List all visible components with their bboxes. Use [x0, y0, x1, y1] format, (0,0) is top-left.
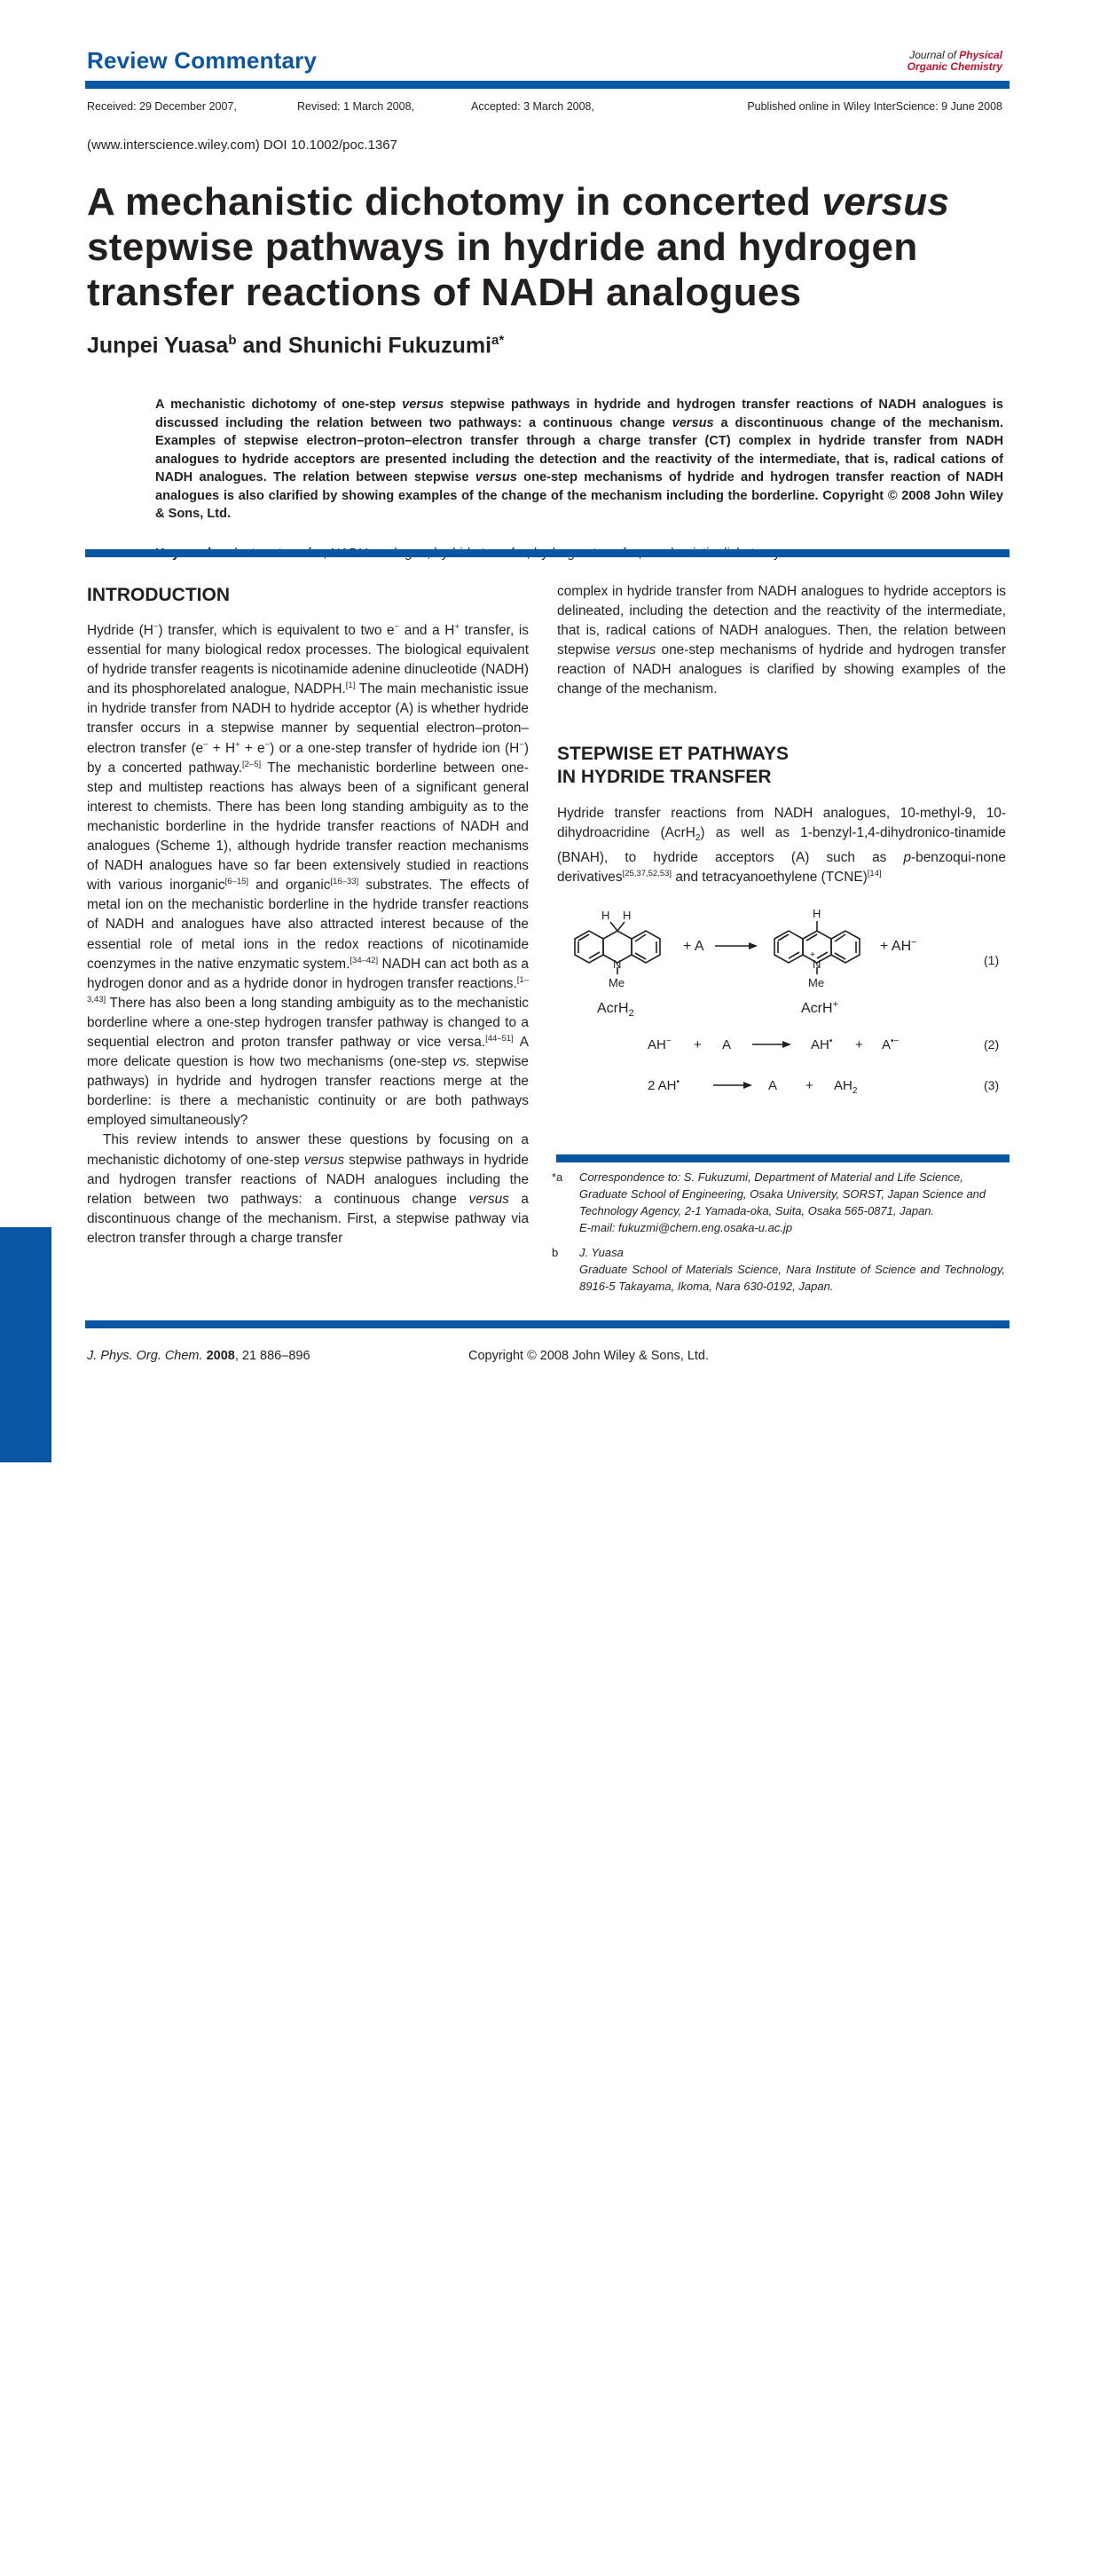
- abstract: [155, 396, 1003, 524]
- reaction-arrow-3: [713, 1082, 752, 1089]
- abstract-italic: versus: [475, 470, 517, 484]
- intro-paragraph-2: This review intends to answer these questions by focusing on a mechanistic dichotomy of one-step versus stepwise pathways in hydride and hydrogen transfer reactions of NADH analogues including the relation between two pathways: a continuous change versus a discontinuous change of the mechanism. First, a stepwise pathway via electron transfer through a charge transfer: [87, 1132, 529, 1246]
- eq3-reactant: 2 AH•: [648, 1077, 680, 1093]
- journal-logo: [908, 50, 1002, 73]
- equation-number: (2): [984, 1037, 1000, 1052]
- acrh-plus-label: AcrH+: [801, 999, 838, 1016]
- footer-year: 2008: [206, 1349, 235, 1363]
- intro-paragraph-3: complex in hydride transfer from NADH analogues to hydride acceptors is delineated, including the detection and the reactivity of the intermediate, that is, radical cations of NADH analogues. Then, the relation between stepwise versus one-step mechanisms of hydride and hydrogen transfer reaction of NADH analogues is clarified by showing examples of the change of the mechanism.: [557, 584, 1007, 697]
- abstract-italic: versus: [672, 415, 714, 430]
- footer-copyright: Copyright © 2008 John Wiley & Sons, Ltd.: [468, 1349, 710, 1363]
- section-label: Review Commentary: [87, 47, 318, 74]
- intro-heading: INTRODUCTION: [87, 585, 230, 605]
- equation-number: (1): [984, 953, 1000, 967]
- footer-rule: [85, 1320, 1010, 1328]
- author-affiliation-mark: a*: [491, 333, 505, 348]
- section2-column: [557, 804, 1006, 887]
- doi-line: (www.interscience.wiley.com) DOI 10.1002/poc.1367: [87, 138, 397, 153]
- hydrogen-label: H: [601, 909, 610, 922]
- intro-column: [87, 621, 529, 1249]
- section2-paragraph-1: Hydride transfer reactions from NADH analogues, 10-methyl-9, 10-dihydroacridine (AcrH$_2$) as well as 1-benzyl-1,4-dihydronico-tinamide (BNAH), to hydride acceptors (A) such as p-benzoqui-none derivatives[25,37,52,53] and tetracyanoethylene (TCNE)[14]: [557, 806, 1006, 886]
- eq3-plus: +: [805, 1078, 813, 1093]
- correspondence: [552, 1169, 1005, 1295]
- journal-logo-prefix: Journal of: [909, 49, 960, 61]
- eq2-plus: +: [694, 1037, 702, 1052]
- abstract-italic: versus: [402, 398, 444, 412]
- reaction-arrow-2: [752, 1041, 791, 1048]
- hydrogen-label: H: [623, 909, 632, 922]
- author-conjunction: and: [236, 333, 288, 358]
- plus-a: + A: [683, 939, 704, 954]
- title-line1: A mechanistic dichotomy in concerted: [87, 180, 822, 224]
- nitrogen-label: N: [613, 957, 622, 971]
- intro-paragraph-1: Hydride (H−) transfer, which is equivalent to two e− and a H+ transfer, is essential for many biological redox processes. The biological equivalent of hydride transfer reagents is nicotinamide adenine dinucleotide (NADH) and its phosphorelated analogue, NADPH.[1] The main mechanistic issue in hydride transfer from NADH to hydride acceptor (A) is whether hydride transfer occurs in a stepwise manner by sequential electron–proton–electron transfer (e− + H+ + e−) or a one-step transfer of hydride ion (H−) by a concerted pathway.[2–5] The mechanistic borderline between one-step and multistep reactions has always been of a significant general interest to chemists. There has been long standing ambiguity as to the mechanistic borderline in the hydride transfer reactions of NADH and analogues (Scheme 1), although hydride transfer reaction mechanisms of NADH analogues have so far been extensively studied in reactions with various inorganic[6–15] and organic[16–33] substrates. The effects of metal ion on the mechanistic borderline in the hydride transfer reactions of NADH and analogues have also attracted interest because of the essential role of metal ions in the redox reactions of nicotinamide coenzymes in the native enzymatic system.[34–42] NADH can act both as a hydrogen donor and as a hydride donor in hydrogen transfer reactions.[1–3,43] There has also been a long standing ambiguity as to the mechanistic borderline where a one-step hydrogen transfer pathway is changed to a sequential electron and proton transfer pathway or vice versa.[44–51] A more delicate question is how two mechanisms (one-step vs. stepwise pathways) in hydride and hydrogen transfer reactions merge at the borderline: is there a mechanistic continuity or are both pathways employed simultaneously?: [87, 621, 529, 1129]
- received-date: Received: 29 December 2007,: [87, 100, 237, 113]
- accepted-date: Accepted: 3 March 2008,: [471, 100, 594, 113]
- title-line3: transfer reactions of NADH analogues: [87, 271, 802, 314]
- author-name: Junpei Yuasa: [87, 333, 229, 358]
- footer-volume-pages: , 21 886–896: [234, 1349, 310, 1363]
- page-number-tab: [0, 1227, 51, 2576]
- affiliation-name: J. Yuasa: [579, 1246, 624, 1259]
- author-name: Shunichi Fukuzumi: [287, 333, 492, 358]
- author-list: [87, 333, 504, 358]
- published-date: Published online in Wiley InterScience: 9 June 2008: [747, 100, 1002, 113]
- eq2-product: A•−: [882, 1036, 900, 1052]
- eq3-product: $AH_2$: [834, 1078, 858, 1096]
- equation-number: (3): [984, 1078, 1000, 1092]
- affiliation-mark: b: [552, 1246, 559, 1259]
- journal-logo-line2: Organic Chemistry: [907, 60, 1002, 73]
- revised-date: Revised: 1 March 2008,: [297, 100, 415, 113]
- eq2-reactant: AH−: [648, 1036, 672, 1052]
- abstract-rule: [85, 549, 1010, 557]
- correspondence-text: Correspondence to: S. Fukuzumi, Department of Material and Life Science, Graduate School of Engineering, Osaka University, SORST, Japan Science and Technology Agency, 2-1 Yamada-oka, Suita, Osaka 565-0871, Japan.: [579, 1170, 986, 1217]
- acrh2-label: AcrH$_2$: [597, 1001, 634, 1019]
- journal-logo-accent: Physical: [959, 49, 1002, 61]
- section2-heading-line2: IN HYDRIDE TRANSFER: [557, 767, 772, 787]
- page-number: 886: [10, 2532, 39, 2576]
- eq3-product: A: [768, 1078, 778, 1093]
- section2-heading-line1: STEPWISE ET PATHWAYS: [557, 744, 789, 764]
- correspondence-rule: [556, 1154, 1010, 1162]
- correspondence-mark: *a: [552, 1170, 563, 1184]
- abstract-text: one-step mechanisms of hydride and hydrogen transfer reaction of NADH analogues is also clarified by showing examples of the change of the mechanism including the borderline. Copyright © 2008 John Wiley & Sons, Ltd.: [155, 470, 1003, 521]
- scheme-1: [555, 905, 1008, 1118]
- methyl-label: Me: [609, 976, 625, 989]
- hydrogen-label: H: [813, 907, 821, 920]
- nitrogen-label: N: [813, 957, 821, 971]
- article-title: [87, 179, 1027, 315]
- footer-citation: [87, 1349, 310, 1363]
- abstract-text: a discontinuous change of the mechanism. Examples of stepwise electron–proton–electron transfer through a charge transfer (CT) complex in hydride transfer from NADH analogues to hydride acceptors are presented including the detection and the reactivity of the intermediate, that is, radical cations of NADH analogues. The relation between stepwise: [155, 415, 1003, 484]
- intro-continuation: [557, 582, 1006, 700]
- eq2-product: AH•: [811, 1036, 833, 1052]
- affiliation-text: Graduate School of Materials Science, Nara Institute of Science and Technology, 8916-5 Takayama, Ikoma, Nara 630-0192, Japan.: [579, 1263, 1005, 1293]
- section2-heading: [557, 743, 789, 789]
- reaction-arrow-1: [715, 942, 758, 949]
- author-affiliation-mark: b: [228, 333, 237, 348]
- abstract-text: A mechanistic dichotomy of one-step: [155, 398, 403, 412]
- correspondence-email[interactable]: E-mail: fukuzmi@chem.eng.osaka-u.ac.jp: [579, 1221, 793, 1234]
- eq2-acceptor: A: [722, 1037, 732, 1052]
- methyl-label: Me: [808, 976, 825, 989]
- cation-charge: +: [810, 950, 815, 960]
- header-rule: [85, 81, 1010, 89]
- footer-journal-abbrev: J. Phys. Org. Chem.: [87, 1349, 203, 1363]
- eq2-plus: +: [855, 1037, 863, 1052]
- plus-ah: + AH−: [880, 937, 917, 954]
- abstract-text: stepwise pathways in hydride and hydrogen transfer reactions of NADH analogues is discussed including the relation between two pathways: a continuous change: [155, 398, 1003, 430]
- title-italic: versus: [821, 180, 950, 224]
- title-line2: stepwise pathways in hydride and hydrogen: [87, 225, 918, 269]
